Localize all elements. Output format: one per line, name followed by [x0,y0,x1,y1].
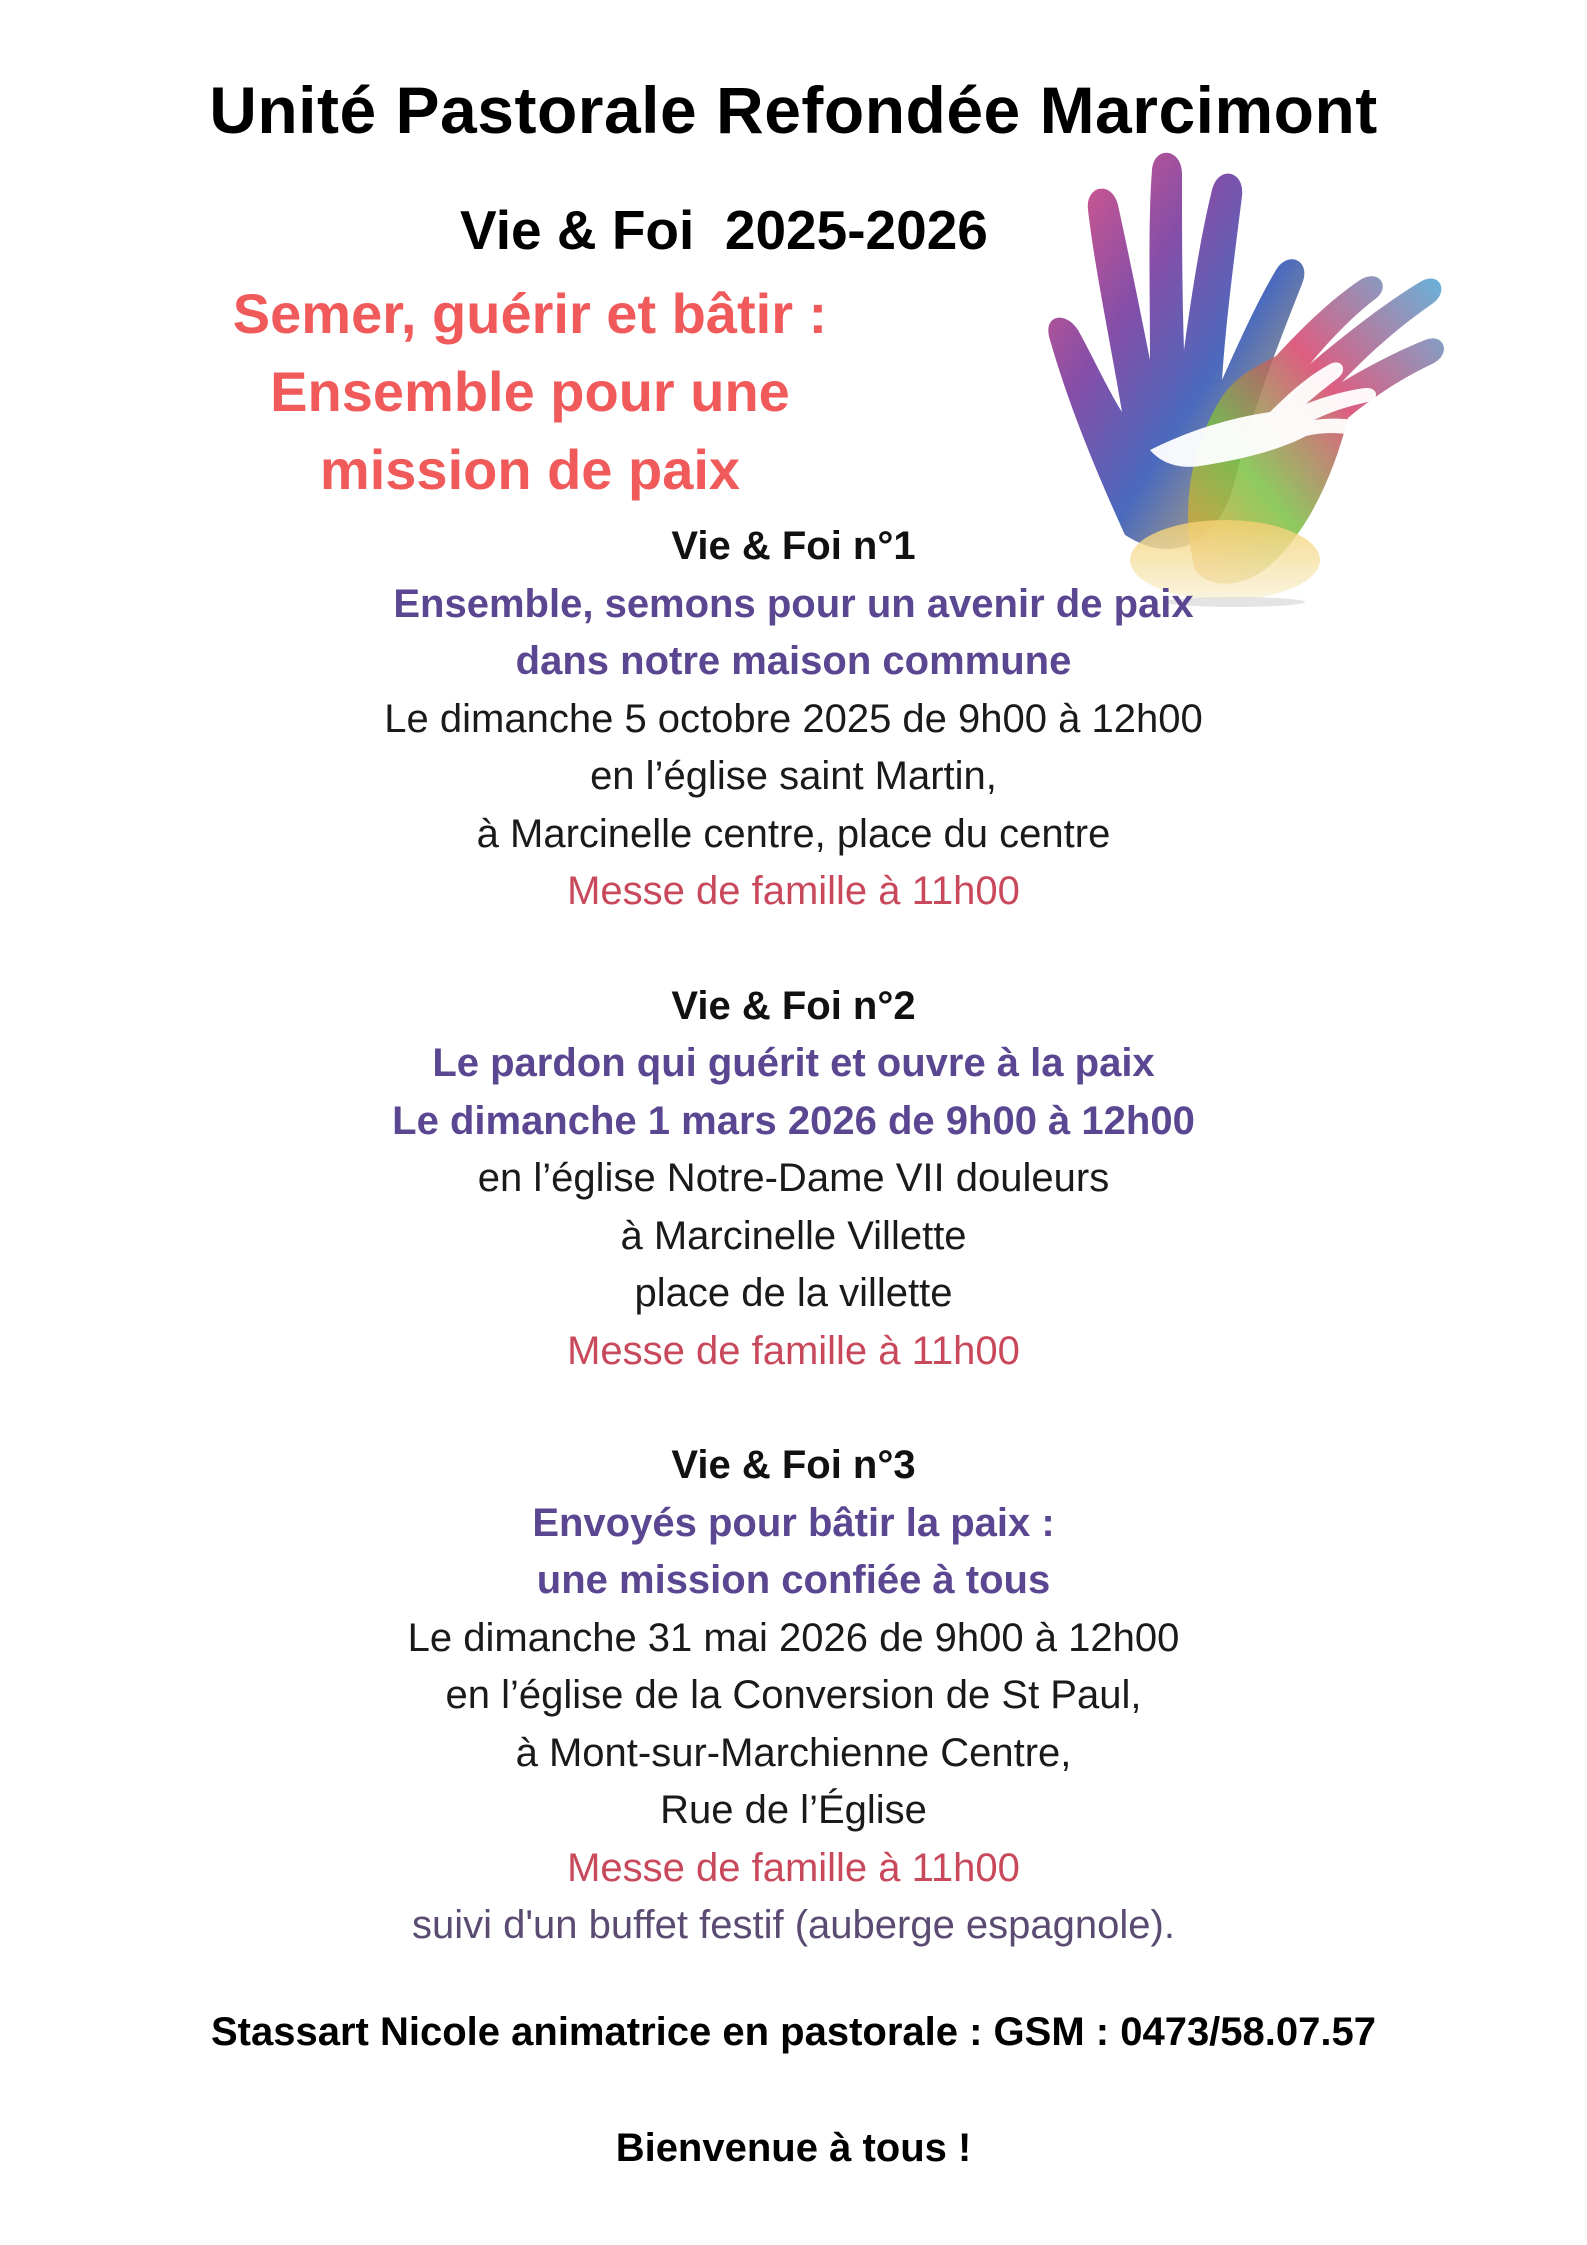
event-title: Vie & Foi n°2 [671,983,916,1028]
event-note-line: suivi d'un buffet festif (auberge espagnole). [412,1903,1175,1947]
event-theme-line: dans notre maison commune [515,639,1072,683]
event-title: Vie & Foi n°1 [671,524,916,568]
page-subtitle: Vie & Foi 2025-2026 [460,199,988,261]
event-detail-line: place de la villette [634,1271,953,1315]
event-detail-line: à Marcinelle Villette [620,1213,967,1258]
event-theme-line: une mission confiée à tous [536,1558,1051,1602]
event-theme-line: Le dimanche 1 mars 2026 de 9h00 à 12h00 [392,1098,1195,1143]
event-block [0,1437,1587,1955]
theme-line: Ensemble pour une [270,360,790,423]
event-mass-line: Messe de famille à 11h00 [567,1328,1020,1373]
event-block [0,518,1587,921]
contact-line: Stassart Nicole animatrice en pastorale : GSM : 0473/58.07.57 [211,2010,1376,2054]
theme-block [150,275,910,509]
event-mass-line: Messe de famille à 11h00 [567,1845,1020,1890]
event-detail-line: à Marcinelle centre, place du centre [476,811,1111,856]
event-detail-line: en l’église Notre-Dame VII douleurs [477,1156,1110,1200]
event-title: Vie & Foi n°3 [671,1443,916,1487]
theme-line: Semer, guérir et bâtir : [232,282,828,345]
event-detail-line: Le dimanche 31 mai 2026 de 9h00 à 12h00 [407,1615,1180,1660]
theme-line: mission de paix [319,438,741,501]
event-detail-line: en l’église saint Martin, [590,754,997,798]
event-theme-line: Envoyés pour bâtir la paix : [532,1500,1055,1545]
events-list [0,518,1587,2012]
event-detail-line: à Mont-sur-Marchienne Centre, [515,1730,1072,1775]
event-detail-line: Le dimanche 5 octobre 2025 de 9h00 à 12h00 [384,696,1203,741]
welcome-line: Bienvenue à tous ! [615,2126,972,2170]
event-theme-line: Le pardon qui guérit et ouvre à la paix [432,1041,1155,1085]
page-title: Unité Pastorale Refondée Marcimont [209,73,1378,147]
event-detail-line: en l’église de la Conversion de St Paul, [445,1673,1142,1717]
event-mass-line: Messe de famille à 11h00 [567,869,1020,913]
event-theme-line: Ensemble, semons pour un avenir de paix [393,581,1194,626]
event-detail-line: Rue de l’Église [660,1788,927,1832]
event-block [0,978,1587,1381]
